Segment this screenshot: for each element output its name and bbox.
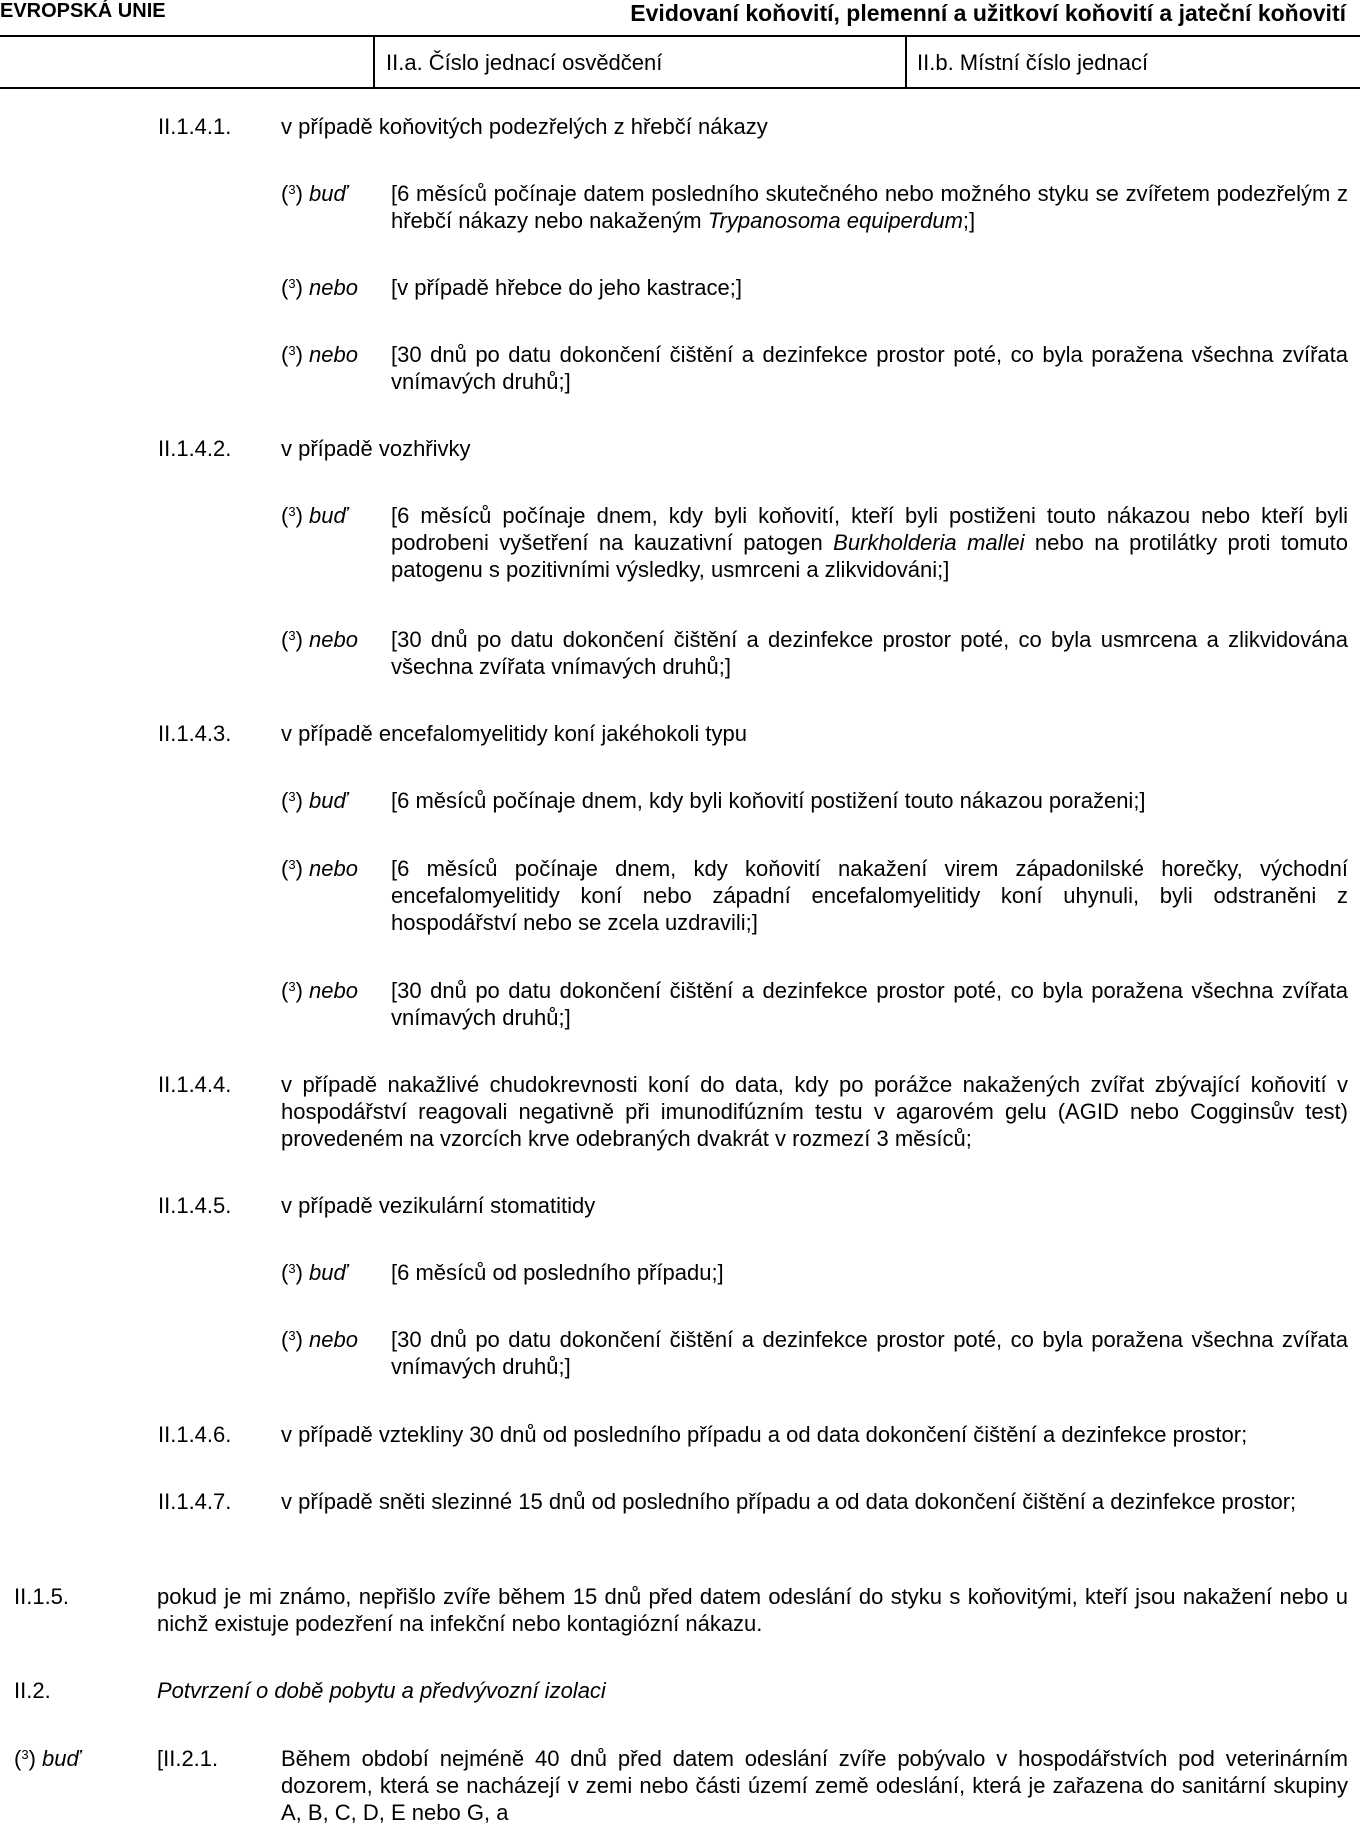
option-label-either: ($^3$) buď [14, 1746, 81, 1771]
option-label-or: ($^3$) nebo [281, 627, 358, 652]
header-divider [905, 35, 907, 89]
section-number: II.1.4.5. [158, 1193, 232, 1218]
section-number: [II.2.1. [157, 1746, 219, 1771]
header-reference-bar [0, 35, 1360, 89]
option-label-either: ($^3$) buď [281, 788, 348, 813]
section-text: Během období nejméně 40 dnů před datem odeslání zvíře pobývalo v hospodářstvích pod veterinárním dozorem, která se nacházejí v zemi nebo části území země odeslání, která je zařazena do sanitární skupiny A, B, C, D, E nebo G, a [281, 1746, 1348, 1825]
section-text: v případě vztekliny 30 dnů od posledního případu a od data dokončení čištění a dezinfekce prostor; [281, 1422, 1248, 1447]
section-number: II.1.4.6. [158, 1422, 232, 1447]
section-title: v případě vezikulární stomatitidy [281, 1193, 596, 1218]
section-title: v případě vozhřivky [281, 436, 471, 461]
option-label-either: ($^3$) buď [281, 181, 348, 206]
option-text: [30 dnů po datu dokončení čištění a dezinfekce prostor poté, co byla poražena všechna zvířata vnímavých druhů;] [391, 342, 1348, 394]
section-number: II.1.4.3. [158, 721, 232, 746]
section-number: II.1.4.4. [158, 1072, 232, 1097]
section-number: II.1.4.7. [158, 1489, 232, 1514]
option-text: [6 měsíců od posledního případu;] [391, 1260, 724, 1285]
option-label-either: ($^3$) buď [281, 503, 348, 528]
section-text: v případě nakažlivé chudokrevnosti koní do data, kdy po porážce nakažených zvířat zbývající koňovití v hospodářství reagovali negativně při imunodifúzním testu v agarovém gelu (AGID nebo Cogginsův test) provedeném na vzorcích krve odebraných dvakrát v rozmezí 3 měsíců; [281, 1072, 1348, 1151]
section-text: v případě sněti slezinné 15 dnů od posledního případu a od data dokončení čištění a dezinfekce prostor; [281, 1489, 1297, 1514]
section-heading: Potvrzení o době pobytu a předvývozní izolaci [157, 1678, 606, 1703]
section-number: II.1.4.2. [158, 436, 232, 461]
option-text: [30 dnů po datu dokončení čištění a dezinfekce prostor poté, co byla poražena všechna zvířata vnímavých druhů;] [391, 978, 1348, 1030]
option-label-either: ($^3$) buď [281, 1260, 348, 1285]
section-text: pokud je mi známo, nepřišlo zvíře během 15 dnů před datem odeslání do styku s koňovitými, kteří jsou nakažení nebo u nichž existuje podezření na infekční nebo kontagiózní nákazu. [157, 1584, 1348, 1636]
section-title: v případě encefalomyelitidy koní jakéhokoli typu [281, 721, 747, 746]
option-text: [6 měsíců počínaje dnem, kdy byli koňovití postižení touto nákazou poraženi;] [391, 788, 1146, 813]
local-reference-label: II.b. Místní číslo jednací [917, 50, 1149, 75]
option-label-or: ($^3$) nebo [281, 856, 358, 881]
option-label-or: ($^3$) nebo [281, 1327, 358, 1352]
certificate-reference-label: II.a. Číslo jednací osvědčení [386, 50, 663, 75]
option-text: [6 měsíců počínaje dnem, kdy byli koňovití, kteří byli postiženi touto nákazou nebo kteří byli podrobeni vyšetření na kauzativní patogen Burkholderia mallei nebo na protilátky proti tomuto patogenu s pozitivními výsledky, usmrceni a zlikvidováni;] [391, 503, 1349, 582]
section-title: v případě koňovitých podezřelých z hřebčí nákazy [281, 114, 768, 139]
section-number: II.2. [14, 1678, 51, 1703]
option-label-or: ($^3$) nebo [281, 978, 358, 1003]
option-text: [6 měsíců počínaje datem posledního skutečného nebo možného styku se zvířetem podezřelým z hřebčí nákazy nebo nakaženým Trypanosoma equiperdum;] [391, 181, 1348, 233]
option-text: [30 dnů po datu dokončení čištění a dezinfekce prostor poté, co byla poražena všechna zvířata vnímavých druhů;] [391, 1327, 1348, 1379]
option-text: [6 měsíců počínaje dnem, kdy koňovití nakažení virem západonilské horečky, východní encefalomyelitidy koní nebo západní encefalomyelitidy koní uhynuli, byli odstraněni z hospodářství nebo se zcela uzdravili;] [391, 856, 1348, 935]
option-label-or: ($^3$) nebo [281, 275, 358, 300]
option-label-or: ($^3$) nebo [281, 342, 358, 367]
header-left-title: EVROPSKÁ UNIE [0, 0, 166, 22]
section-number: II.1.5. [14, 1584, 70, 1609]
section-number: II.1.4.1. [158, 114, 232, 139]
header-divider [373, 35, 375, 89]
header-right-title: Evidovaní koňovití, plemenní a užitkoví koňovití a jateční koňovití [630, 0, 1346, 26]
option-text: [30 dnů po datu dokončení čištění a dezinfekce prostor poté, co byla usmrcena a zlikvidována všechna zvířata vnímavých druhů;] [391, 627, 1348, 679]
option-text: [v případě hřebce do jeho kastrace;] [391, 275, 742, 300]
